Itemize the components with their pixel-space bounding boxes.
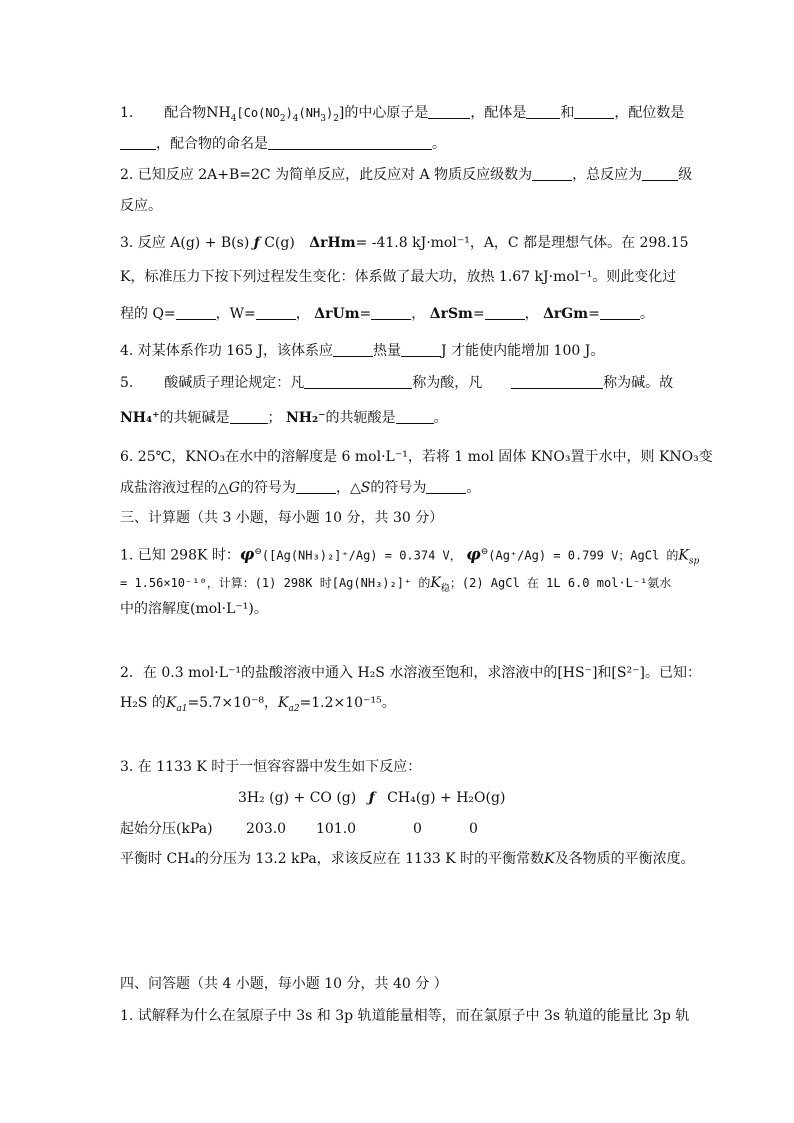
section4-title: 四、问答题（共 4 小题，每小题 10 分，共 40 分 ）: [120, 976, 448, 992]
equilibrium-arrow: ƒ: [368, 790, 375, 806]
q5-line1: 5. 酸碱质子理论规定：凡 称为酸，凡 称为碱。故: [120, 375, 674, 391]
q1-line1: 1. 配合物$NH_4[Co(NO_2)_4(NH_3)_2]$的中心原子是 ，配体是 和 ，配位数是: [120, 105, 685, 124]
answer-blank[interactable]: [428, 104, 470, 119]
amide-formula: NH₂⁻: [286, 410, 326, 426]
answer-blank[interactable]: [600, 305, 640, 320]
internal-energy-symbol: ΔrUm: [314, 306, 360, 322]
section3-title: 三、计算题（共 3 小题，每小题 10 分，共 30 分）: [120, 510, 444, 526]
equilibrium-arrow: ƒ: [253, 235, 260, 251]
answer-blank[interactable]: [526, 104, 560, 119]
answer-blank[interactable]: [426, 479, 466, 494]
q5-line2: NH₄⁺的共轭碱是 ； NH₂⁻的共轭酸是 。: [120, 410, 448, 426]
answer-blank[interactable]: [304, 374, 412, 389]
q6-line1: 6. 25℃，KNO₃在水中的溶解度是 6 mol·L⁻¹，若将 1 mol 固体 KNO₃置于水中，则 KNO₃变: [120, 449, 713, 465]
gibbs-energy-symbol: ΔrGm: [543, 306, 589, 322]
calc1-line1: 1. 已知 298K 时：φ⊖([Ag(NH₃)₂]⁺/Ag) = 0.374 V， φ⊖(Ag⁺/Ag) = 0.799 V；AgCl 的$K_{sp}$: [120, 544, 700, 567]
answer-blank[interactable]: [371, 305, 411, 320]
q4-line: 4. 对某体系作功 165 J，该体系应 热量 J 才能使内能增加 100 J。: [120, 343, 605, 359]
answer-blank[interactable]: [268, 135, 432, 150]
enthalpy-symbol: ΔrHm: [309, 235, 356, 251]
calc3-line4: 平衡时 CH₄的分压为 13.2 kPa，求该反应在 1133 K 时的平衡常数K及各物质的平衡浓度。: [120, 851, 695, 867]
calc3-line1: 3. 在 1133 K 时于一恒容容器中发生如下反应：: [120, 759, 422, 775]
answer-blank[interactable]: [230, 409, 268, 424]
q1-line2: ，配合物的命名是 。: [120, 135, 446, 153]
q3-line1: 3. 反应 A(g) + B(s) ƒ C(g) ΔrHm= -41.8 kJ·mol⁻¹，A，C 都是理想气体。在 298.15: [120, 235, 689, 251]
calc2-line2: H₂S 的$K_{a1}=5.7\times 10^{-8}$，$K_{a2}=1.2\times 10^{-15}$。: [120, 695, 396, 714]
answer-blank[interactable]: [396, 409, 434, 424]
q1-number: 1.: [120, 105, 134, 121]
qa1-line1: 1. 试解释为什么在氢原子中 3s 和 3p 轨道能量相等，而在氯原子中 3s 轨道的能量比 3p 轨: [120, 1008, 690, 1024]
answer-blank[interactable]: [511, 374, 603, 389]
q2-line2: 反应。: [120, 198, 162, 214]
answer-blank[interactable]: [333, 342, 373, 357]
calc1-line2: = 1.56×10⁻¹⁰，计算：(1) 298K 时[Ag(NH₃)₂]⁺ 的$K_稳$；(2) AgCl 在 1L 6.0 mol·L⁻¹氨水: [120, 575, 672, 594]
calc1-line3: 中的溶解度(mol·L⁻¹)。: [120, 601, 268, 617]
answer-blank[interactable]: [532, 166, 572, 181]
phi-symbol: φ: [466, 544, 481, 564]
q6-line2: 成盐溶液过程的△G的符号为 ，△S的符号为 。: [120, 480, 481, 496]
ammonium-formula: NH₄⁺: [120, 410, 160, 426]
calc3-reaction: 3H₂ (g) + CO (g) ƒ CH₄(g) + H₂O(g): [238, 790, 506, 806]
phi-symbol: φ: [239, 544, 255, 564]
calc2-line1: 2．在 0.3 mol·L⁻¹的盐酸溶液中通入 H₂S 水溶液至饱和，求溶液中的[HS⁻]和[S²⁻]。已知：: [120, 665, 701, 681]
answer-blank[interactable]: [296, 479, 336, 494]
answer-blank[interactable]: [485, 305, 525, 320]
answer-blank[interactable]: [574, 104, 614, 119]
answer-blank[interactable]: [401, 342, 441, 357]
q3-line3: 程的 Q= ，W= ， ΔrUm= ， ΔrSm= ， ΔrGm= 。: [120, 306, 654, 322]
q2-line1: 2. 已知反应 2A+B=2C 为简单反应，此反应对 A 物质反应级数为 ，总反应为 级: [120, 167, 693, 183]
answer-blank[interactable]: [642, 166, 678, 181]
answer-blank[interactable]: [256, 305, 296, 320]
entropy-symbol: ΔrSm: [429, 306, 473, 322]
answer-blank[interactable]: [120, 135, 156, 150]
q3-line2: K，标准压力下按下列过程发生变化：体系做了最大功，放热 1.67 kJ·mol⁻¹。则此变化过: [120, 269, 677, 285]
calc3-pressure-row: 起始分压(kPa) 203.0 101.0 0 0: [120, 821, 478, 837]
answer-blank[interactable]: [176, 305, 216, 320]
